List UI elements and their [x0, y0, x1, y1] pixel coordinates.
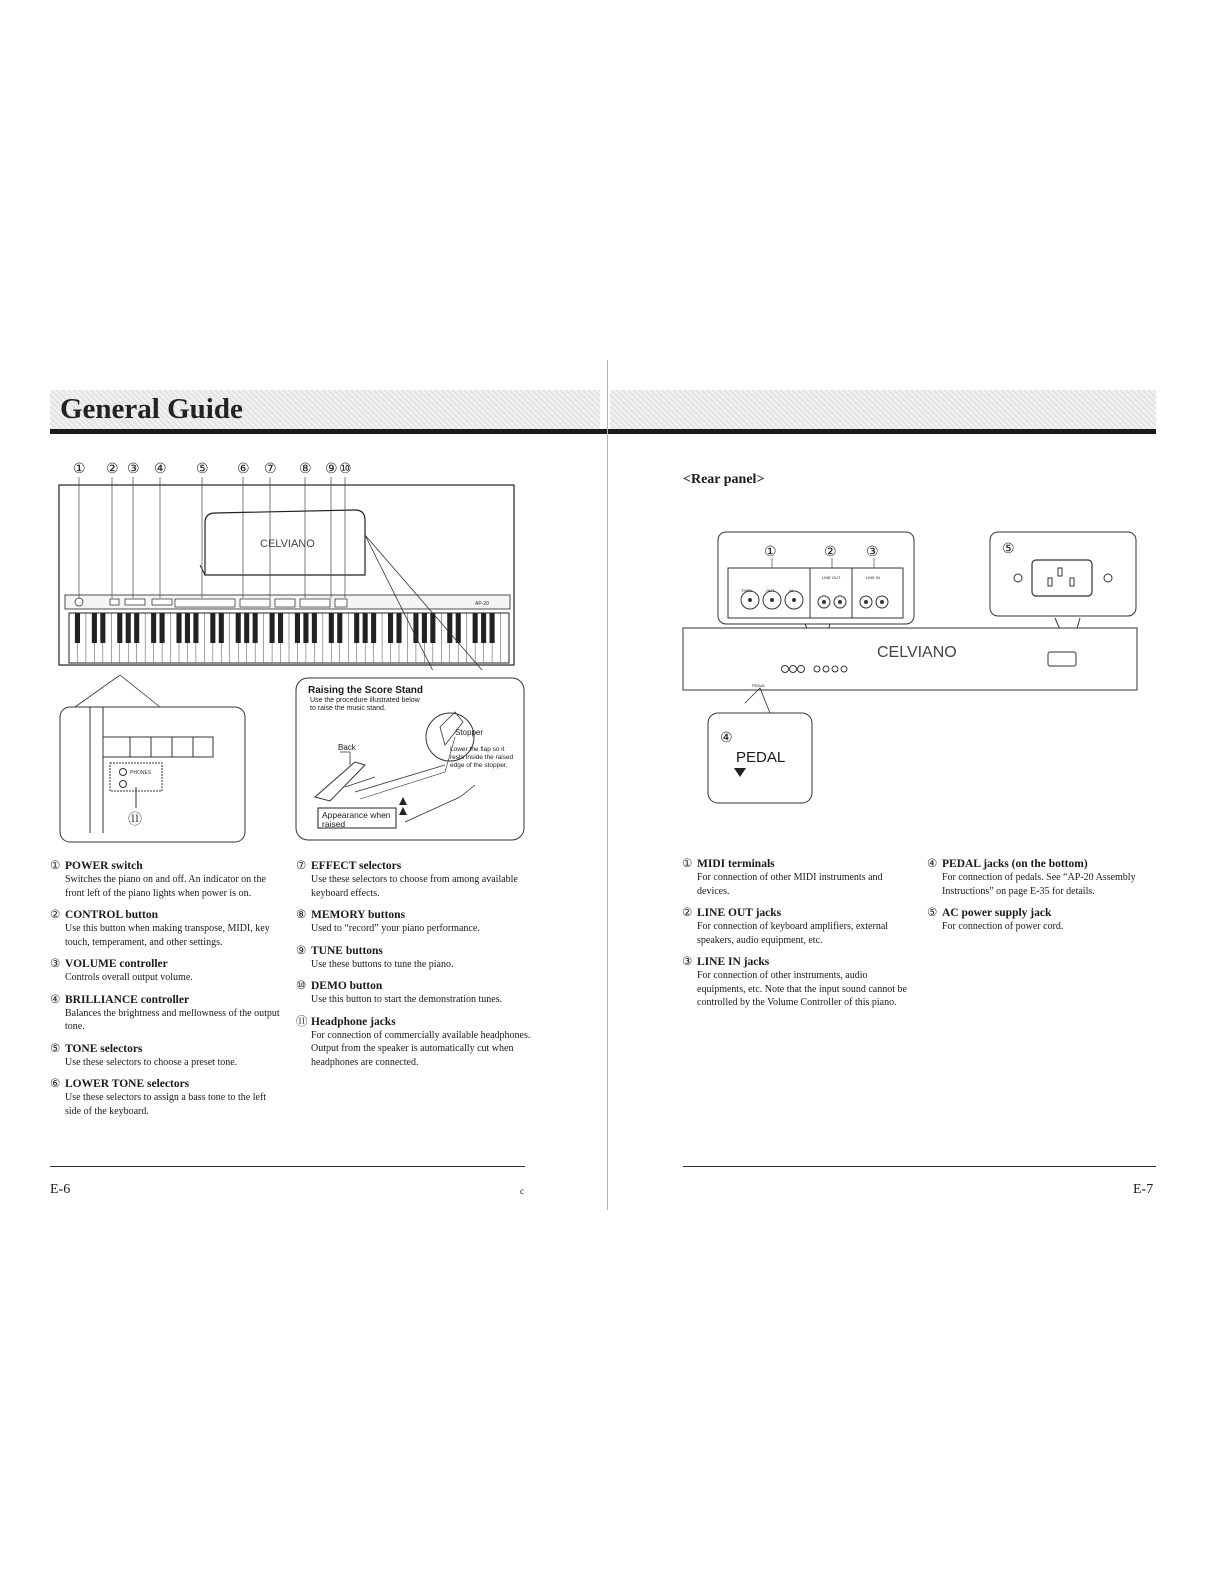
description-item [50, 993, 280, 1034]
header-rule [50, 429, 1156, 434]
midi-in-label: IN [789, 588, 793, 593]
description-item [927, 857, 1157, 898]
front-panel-illustration [55, 455, 525, 670]
description-number: ⑩ [296, 980, 307, 992]
left-page-number: E-6 [50, 1182, 71, 1197]
description-number: ⑪ [296, 1015, 308, 1028]
description-title [682, 955, 912, 969]
description-number: ④ [927, 858, 938, 870]
black-key [481, 613, 486, 643]
description-item [296, 944, 531, 972]
description-item [682, 857, 912, 898]
description-title-text: TUNE buttons [311, 944, 383, 957]
stopper-label: Stopper [455, 728, 484, 737]
description-title-text: CONTROL button [65, 909, 158, 921]
description-item [50, 1042, 280, 1070]
left-desc-col1 [50, 859, 280, 1126]
description-title [50, 1077, 280, 1091]
description-body: For connection of power cord. [942, 921, 1064, 932]
black-key [430, 613, 435, 643]
pedal-label: PEDAL [736, 749, 786, 766]
black-key [210, 613, 215, 643]
callout-6: ⑥ [237, 460, 250, 476]
callout-5: ⑤ [196, 460, 209, 476]
description-body: Use these buttons to tune the piano. [311, 958, 454, 970]
description-number: ① [682, 858, 693, 870]
black-key [253, 613, 258, 643]
description-number: ① [50, 860, 61, 872]
rear-panel-heading: <Rear panel> [683, 472, 765, 487]
rear-brand: CELVIANO [877, 644, 957, 661]
black-key [396, 613, 401, 643]
description-number: ③ [682, 956, 693, 968]
description-number: ④ [50, 993, 61, 1006]
description-title [296, 859, 531, 873]
callout-7: ⑦ [264, 460, 277, 476]
description-number: ② [50, 909, 61, 921]
description-title-text: PEDAL jacks (on the bottom) [942, 858, 1088, 870]
black-key [303, 613, 308, 643]
description-body: For connection of other MIDI instruments and devices. [697, 872, 883, 897]
description-title [296, 1015, 531, 1029]
description-body: For connection of keyboard amplifiers, external speakers, audio equipment, etc. [697, 921, 889, 946]
black-key [160, 613, 165, 643]
black-key [329, 613, 334, 643]
black-key [270, 613, 275, 643]
description-number: ⑤ [927, 907, 938, 919]
description-title [927, 906, 1157, 920]
rear-callout-2: ② [824, 543, 837, 559]
description-number: ⑥ [50, 1078, 61, 1090]
description-number: ③ [50, 958, 61, 970]
description-item [296, 979, 531, 1007]
description-item [50, 859, 280, 900]
description-item [296, 859, 531, 900]
description-title [50, 993, 280, 1007]
black-key [312, 613, 317, 643]
description-body: Balances the brightness and mellowness of the output tone. [65, 1007, 280, 1032]
description-body: Controls overall output volume. [65, 972, 193, 983]
description-title-text: LOWER TONE selectors [65, 1078, 190, 1090]
model-label: AP-20 [475, 601, 489, 607]
line-in-label: LINE IN [866, 575, 881, 580]
description-number: ② [682, 907, 693, 919]
black-key [422, 613, 427, 643]
callout-3: ③ [127, 460, 140, 476]
description-number: ⑤ [50, 1042, 61, 1055]
score-stand-subtitle: Use the procedure illustrated below to raise the music stand. [310, 697, 420, 712]
midi-thru-label: THRU [741, 588, 753, 593]
rear-panel-illustration [680, 528, 1142, 808]
black-key [193, 613, 198, 643]
black-key [295, 613, 300, 643]
rear-callout-3: ③ [866, 543, 879, 559]
front-callouts [70, 460, 370, 480]
description-item [927, 906, 1157, 934]
black-key [447, 613, 452, 643]
description-body: Use this button when making transpose, MIDI, key touch, temperament, and other settings. [65, 923, 270, 948]
black-key [337, 613, 342, 643]
description-number: ⑨ [296, 944, 307, 957]
callout-2: ② [106, 460, 119, 476]
black-key [126, 613, 131, 643]
black-key [456, 613, 461, 643]
appearance-label: Appearance when raised [322, 810, 391, 829]
description-body: Used to “record” your piano performance. [311, 923, 480, 934]
callout-4: ④ [154, 460, 167, 476]
black-key [354, 613, 359, 643]
black-key [100, 613, 105, 643]
description-body: Switches the piano on and off. An indicator on the front left of the piano lights when power is on. [65, 874, 266, 899]
ac-callout: ⑤ [1002, 540, 1015, 556]
description-item [296, 1015, 531, 1070]
description-title [296, 979, 531, 993]
description-title-text: LINE OUT jacks [697, 907, 782, 919]
left-footer-rule [50, 1166, 525, 1167]
description-title [296, 944, 531, 958]
black-key [490, 613, 495, 643]
back-label: Back [338, 743, 356, 752]
black-key [244, 613, 249, 643]
black-key [413, 613, 418, 643]
description-item [296, 908, 531, 936]
description-title [50, 859, 280, 873]
black-key [134, 613, 139, 643]
black-key [371, 613, 376, 643]
callout-11: ⑪ [128, 811, 142, 827]
description-title [682, 906, 912, 920]
midi-out-label: OUT [766, 588, 775, 593]
right-desc-col2 [927, 857, 1157, 942]
left-desc-col2 [296, 859, 531, 1077]
description-title [682, 857, 912, 871]
header-banner-right [610, 390, 1156, 430]
rear-callout-1: ① [764, 543, 777, 559]
description-title-text: DEMO button [311, 980, 383, 992]
description-body: For connection of other instruments, audio equipments, etc. Note that the input sound cannot be controlled by the Volume Controller of this piano. [697, 970, 907, 1008]
page-title: General Guide [60, 393, 243, 425]
page-fold [607, 360, 608, 1210]
description-title-text: EFFECT selectors [311, 860, 402, 872]
black-key [176, 613, 181, 643]
description-title-text: AC power supply jack [942, 907, 1052, 919]
description-body: Use these selectors to choose a preset tone. [65, 1056, 238, 1068]
description-title [50, 908, 280, 922]
black-key [363, 613, 368, 643]
description-title [50, 957, 280, 971]
right-footer-rule [683, 1166, 1156, 1167]
description-title-text: LINE IN jacks [697, 956, 770, 968]
black-key [278, 613, 283, 643]
black-key [92, 613, 97, 643]
description-item [682, 906, 912, 947]
description-title-text: MIDI terminals [697, 858, 775, 870]
description-number: ⑦ [296, 860, 307, 872]
callout-9: ⑨ [325, 460, 338, 476]
description-item [50, 957, 280, 985]
black-key [151, 613, 156, 643]
description-item [50, 908, 280, 949]
rear-callouts [760, 543, 890, 561]
description-title-text: BRILLIANCE controller [65, 993, 190, 1006]
description-body: For connection of commercially available headphones. Output from the speaker is automatically cut when headphones are connected. [311, 1029, 531, 1068]
description-title-text: MEMORY buttons [311, 909, 406, 921]
description-title-text: VOLUME controller [65, 958, 168, 970]
phones-label: PHONES [130, 770, 152, 776]
description-body: Use these selectors to assign a bass tone to the left side of the keyboard. [65, 1092, 267, 1117]
black-key [473, 613, 478, 643]
pedal-callout: ④ [720, 729, 733, 745]
stopper-note: Lower the flap so it rests inside the raised edge of the stopper. [450, 746, 514, 769]
black-key [219, 613, 224, 643]
description-body: Use this button to start the demonstration tunes. [311, 994, 503, 1005]
description-body: For connection of pedals. See “AP-20 Assembly Instructions” on page E-35 for details. [942, 872, 1136, 897]
callout-10: ⑩ [339, 460, 352, 476]
right-page-number: E-7 [1133, 1182, 1154, 1197]
callout-1: ① [73, 460, 86, 476]
small-pedal-label: PEDAL [752, 683, 766, 688]
headphone-inset [55, 675, 250, 845]
black-key [117, 613, 122, 643]
black-key [236, 613, 241, 643]
black-key [388, 613, 393, 643]
score-stand-title: Raising the Score Stand [308, 685, 424, 696]
description-title [927, 857, 1157, 871]
line-out-label: LINE OUT [822, 575, 841, 580]
description-title-text: TONE selectors [65, 1042, 143, 1055]
black-key [75, 613, 80, 643]
description-title-text: POWER switch [65, 860, 143, 872]
footer-mark: c [520, 1186, 524, 1196]
description-title [296, 908, 531, 922]
description-title-text: Headphone jacks [311, 1015, 396, 1028]
description-title [50, 1042, 280, 1056]
description-body: Use these selectors to choose from among available keyboard effects. [311, 874, 518, 899]
right-desc-col1 [682, 857, 912, 1018]
piano-brand: CELVIANO [260, 538, 315, 550]
description-item [682, 955, 912, 1010]
description-item [50, 1077, 280, 1118]
black-key [185, 613, 190, 643]
description-number: ⑧ [296, 909, 307, 921]
callout-8: ⑧ [299, 460, 312, 476]
